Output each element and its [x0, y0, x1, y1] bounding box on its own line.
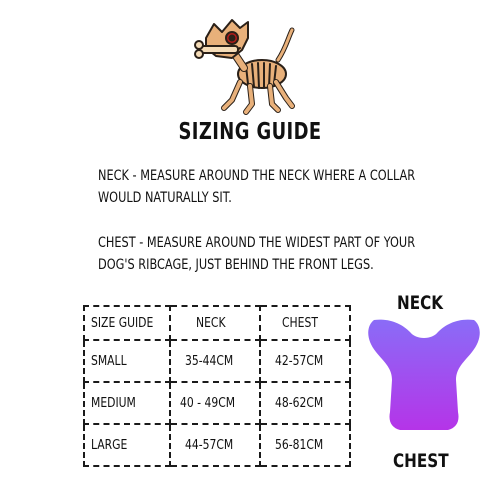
- table-header-cell: CHEST: [260, 306, 350, 340]
- table-row: [84, 382, 350, 424]
- table-header-cell: NECK: [170, 306, 260, 340]
- chest-instruction-line: DOG'S RIBCAGE, JUST BEHIND THE FRONT LEGS.: [98, 257, 374, 273]
- skeleton-dog-icon: [192, 8, 308, 120]
- table-cell: SMALL: [84, 340, 170, 382]
- harness-chest-label: CHEST: [393, 450, 449, 472]
- table-row: [84, 424, 350, 466]
- table-header-cell: SIZE GUIDE: [84, 306, 170, 340]
- harness-diagram: [360, 316, 488, 434]
- chest-instruction-line: CHEST - MEASURE AROUND THE WIDEST PART OF YOUR: [98, 235, 416, 251]
- table-cell: 56-81CM: [260, 424, 350, 466]
- neck-instruction-line: WOULD NATURALLY SIT.: [98, 190, 232, 206]
- neck-instruction-line: NECK - MEASURE AROUND THE NECK WHERE A COLLAR: [98, 168, 416, 184]
- table-cell: 35-44CM: [170, 340, 260, 382]
- table-cell: 48-62CM: [260, 382, 350, 424]
- table-header-row: [84, 306, 350, 340]
- table-cell: 44-57CM: [170, 424, 260, 466]
- neck-instructions: [98, 165, 416, 209]
- table-cell: 40 - 49CM: [170, 382, 260, 424]
- table-cell: LARGE: [84, 424, 170, 466]
- chest-instructions: [98, 232, 416, 276]
- table-cell: MEDIUM: [84, 382, 170, 424]
- table-row: [84, 340, 350, 382]
- harness-neck-label: NECK: [397, 292, 444, 314]
- page-title: SIZING GUIDE: [178, 119, 322, 145]
- table-cell: 42-57CM: [260, 340, 350, 382]
- size-guide-table: [83, 305, 351, 467]
